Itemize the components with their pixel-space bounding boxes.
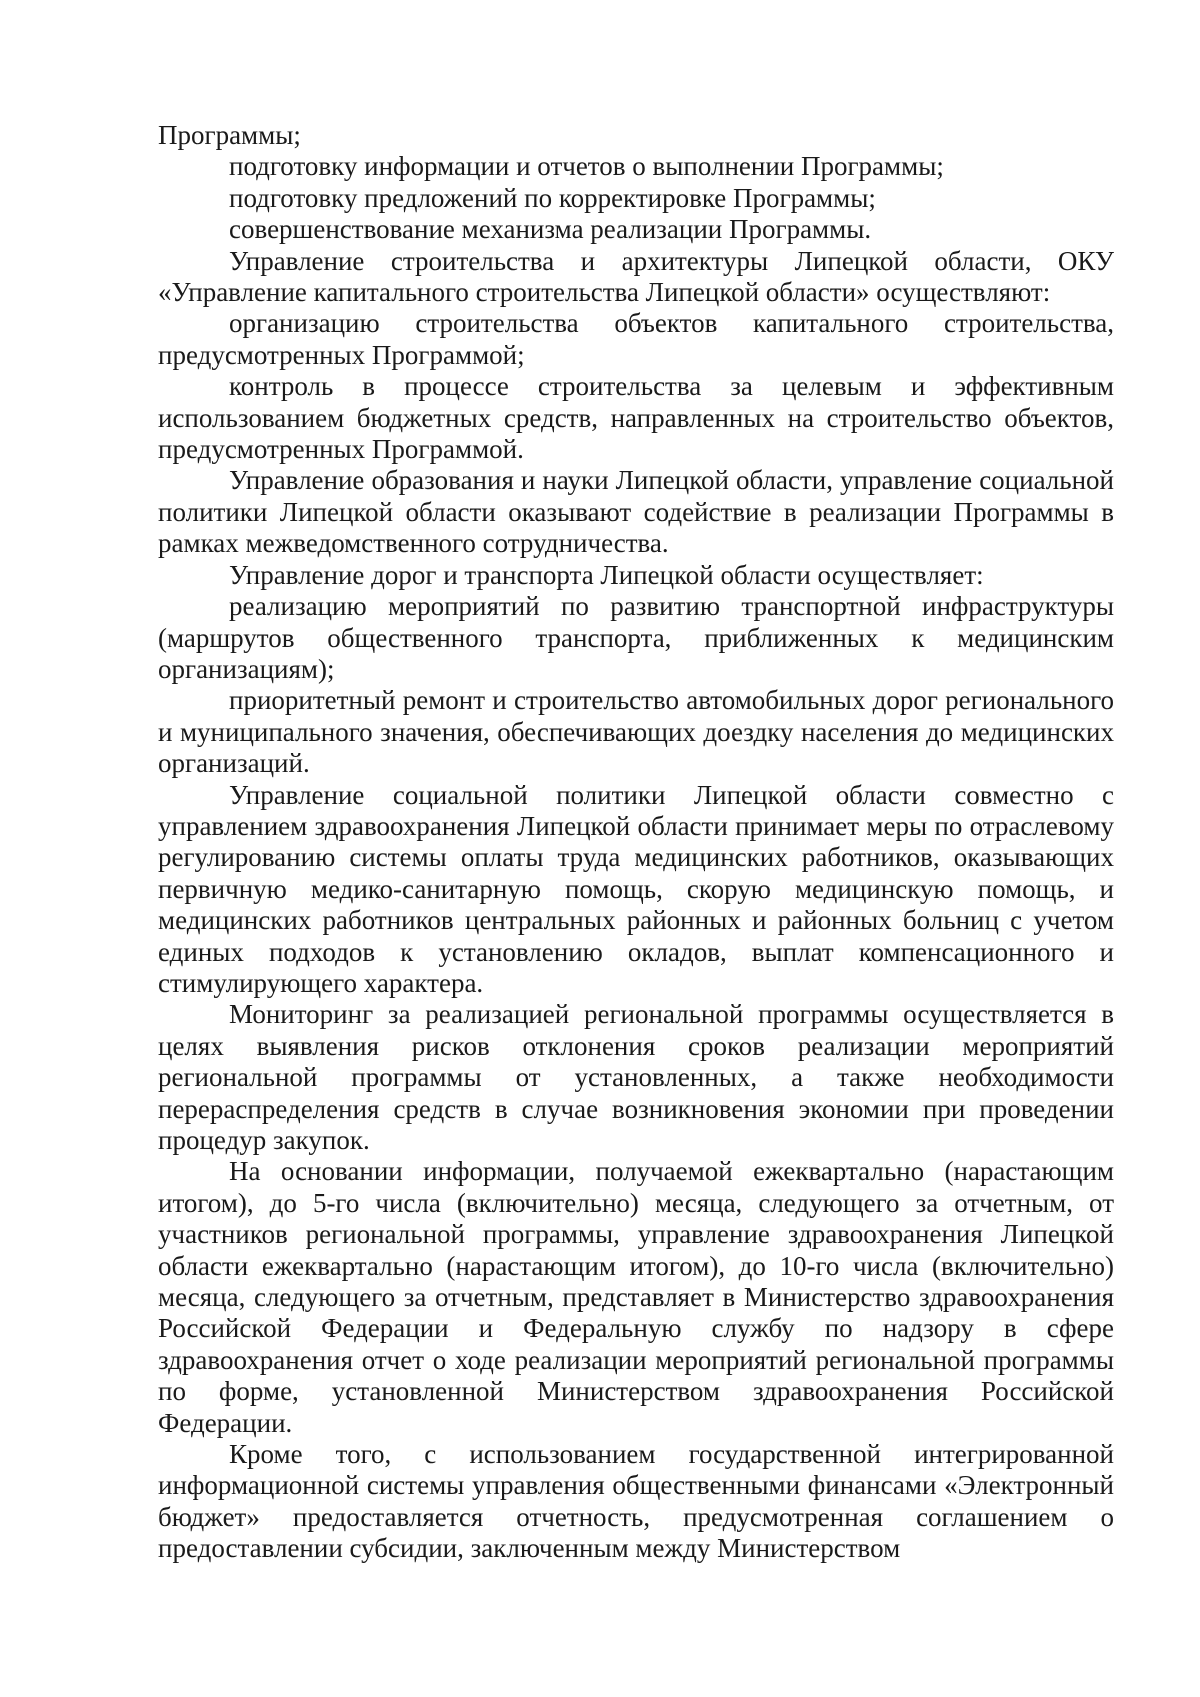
paragraph: Управление социальной политики Липецкой области совместно с управлением здравоохранения Липецкой области принимает меры по отраслевому регулированию системы оплаты труда медицинских работников, оказывающих первичную медико-санитарную помощь, скорую медицинскую помощь, и медицинских работников центральных районных и районных больниц с учетом единых подходов к установлению окладов, выплат компенсационного и стимулирующего характера.	[158, 779, 1114, 998]
paragraph: На основании информации, получаемой ежеквартально (нарастающим итогом), до 5-го числа (включительно) месяца, следующего за отчетным, от участников региональной программы, управление здравоохранения Липецкой области ежеквартально (нарастающим итогом), до 10-го числа (включительно) месяца, следующего за отчетным, представляет в Министерство здравоохранения Российской Федерации и Федеральную службу по надзору в сфере здравоохранения отчет о ходе реализации мероприятий региональной программы по форме, установленной Министерством здравоохранения Российской Федерации.	[158, 1156, 1114, 1438]
paragraph-list-item: приоритетный ремонт и строительство автомобильных дорог регионального и муниципального значения, обеспечивающих доездку населения до медицинских организаций.	[158, 685, 1114, 779]
paragraph: Кроме того, с использованием государственной интегрированной информационной системы управления общественными финансами «Электронный бюджет» предоставляется отчетность, предусмотренная соглашением о предоставлении субсидии, заключенным между Министерством	[158, 1439, 1114, 1564]
paragraph: Управление образования и науки Липецкой области, управление социальной политики Липецкой области оказывают содействие в реализации Программы в рамках межведомственного сотрудничества.	[158, 465, 1114, 559]
paragraph-list-item: совершенствование механизма реализации Программы.	[229, 214, 872, 245]
paragraph: Мониторинг за реализацией региональной программы осуществляется в целях выявления рисков отклонения сроков реализации мероприятий региональной программы от установленных, а также необходимости перераспределения средств в случае возникновения экономии при проведении процедур закупок.	[158, 999, 1114, 1155]
paragraph: Управление дорог и транспорта Липецкой области осуществляет:	[229, 559, 984, 590]
paragraph-list-item: организацию строительства объектов капитального строительства, предусмотренных Программой;	[158, 308, 1114, 370]
paragraph-list-item: реализацию мероприятий по развитию транспортной инфраструктуры (маршрутов общественного транспорта, приближенных к медицинским организациям);	[158, 591, 1114, 684]
paragraph-list-item: подготовку предложений по корректировке Программы;	[229, 182, 876, 213]
paragraph-list-item: подготовку информации и отчетов о выполнении Программы;	[229, 151, 944, 182]
paragraph-list-item: контроль в процессе строительства за целевым и эффективным использованием бюджетных средств, направленных на строительство объектов, предусмотренных Программой.	[158, 371, 1114, 465]
paragraph-continuation: Программы;	[158, 120, 301, 150]
paragraph: Управление строительства и архитектуры Липецкой области, ОКУ «Управление капитального строительства Липецкой области» осуществляют:	[158, 245, 1114, 308]
document-body	[158, 120, 1114, 1565]
